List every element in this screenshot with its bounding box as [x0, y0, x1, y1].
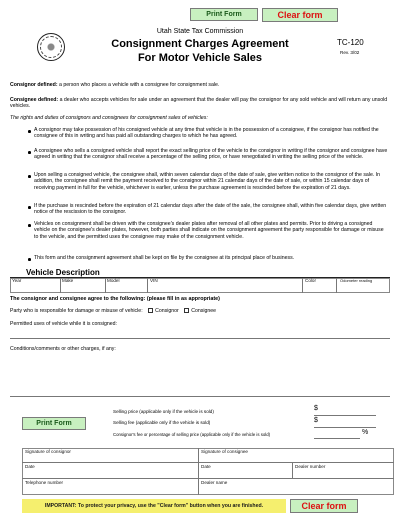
model-field[interactable]: Model — [107, 278, 120, 283]
cell-divider — [105, 278, 106, 293]
odometer-field[interactable]: Odometer reading — [340, 278, 373, 283]
consignee-date-field[interactable]: Date — [201, 464, 211, 469]
year-field[interactable]: Year — [12, 278, 22, 283]
grid-divider — [292, 462, 293, 478]
rule-bullet-1: A consignor may take possession of his consigned vehicle at any time that vehicle is in the possession of a consignee, if the consignor has notified the consignee of this in writing and has paid all outstanding charges to which he has agreed. — [34, 127, 379, 140]
rule-bullet-6: This form and the consignment agreement shall be kept on file by the consignee at its principal place of business. — [34, 255, 295, 261]
bullet-dot — [28, 206, 31, 209]
privacy-notice: IMPORTANT: To protect your privacy, use the "Clear form" button when you are finished. — [22, 499, 286, 513]
cell-divider — [336, 278, 337, 293]
rights-intro: The rights and duties of consignors and consignees for consignment sales of vehicles: — [10, 115, 208, 121]
permitted-uses-label: Permitted uses of vehicle while it is consigned: — [10, 321, 117, 327]
consignee-checkbox[interactable] — [184, 308, 189, 313]
rule-bullet-3: Upon selling a consigned vehicle, the consignee shall, within seven calendar days of the date of sale, give written notice to the consignor of the sale. In addition, the consignee shall remit the payment received to the consignor within 21 calendar days of the date of sale, or within 15 calendar days of receiving payment in full for the vehicle, whichever is earlier, unless the purchase agreement is rescinded before the expiration of 21 days. — [34, 172, 381, 191]
form-number: TC-120 — [337, 38, 364, 47]
selling-price-label: Selling price (applicable only if the vehicle is sold) — [113, 409, 214, 414]
bullet-dot — [28, 151, 31, 154]
rule-bullet-2: A consignee who sells a consigned vehicle shall report the exact selling price of the vehicle to the consignor in writing if the consignor and consignee have agreed in writing that the consignor shall receive a percentage of the selling price, or have renegotiated in writing the selling price of the vehicle. — [34, 148, 388, 161]
consignee-text: a dealer who accepts vehicles for sale under an agreement that the dealer will pay the consignor for any sold vehicle and will return any unsold vehicles. — [10, 97, 388, 110]
selling-fee-dollar: $ — [314, 417, 318, 424]
consignor-text: a person who places a vehicle with a consignee for consignment sale. — [59, 82, 220, 88]
color-field[interactable]: Color — [305, 278, 316, 283]
consignor-definition — [10, 82, 390, 88]
conditions-field[interactable] — [10, 396, 390, 397]
make-field[interactable]: Make — [62, 278, 74, 283]
selling-fee-field[interactable] — [314, 427, 376, 428]
consignee-term: Consignee defined: — [10, 97, 59, 103]
dealer-name-field[interactable]: Dealer name — [201, 480, 228, 485]
vehicle-section-title: Vehicle Description — [26, 268, 100, 277]
form-title-line1: Consignment Charges Agreement — [111, 38, 289, 50]
selling-price-dollar: $ — [314, 405, 318, 412]
consignee-option-label: Consignee — [191, 308, 217, 314]
cell-divider — [147, 278, 148, 293]
clear-form-button-bottom[interactable]: Clear form — [290, 499, 358, 513]
selling-price-field[interactable] — [314, 415, 376, 416]
permitted-uses-field[interactable] — [10, 338, 390, 339]
agreement-heading: The consignor and consignee agree to the following: (please fill in as appropriate) — [10, 296, 220, 302]
telephone-field[interactable]: Telephone number — [25, 480, 64, 485]
conditions-label: Conditions/comments or other charges, if any: — [10, 346, 116, 352]
consignee-signature-field[interactable]: Signature of consignee — [201, 449, 248, 454]
consignor-signature-field[interactable]: Signature of consignor — [25, 449, 71, 454]
consignor-date-field[interactable]: Date — [25, 464, 35, 469]
rule-bullet-4: If the purchase is rescinded before the expiration of 21 calendar days after the date of the sale, the consignee shall, within five calendar days, give written notice of the rescission to the consignor. — [34, 203, 387, 216]
bullet-dot — [28, 258, 31, 261]
revision-date: Rev. 3/02 — [340, 50, 360, 55]
consignor-fee-field[interactable] — [314, 438, 360, 439]
percent-symbol: % — [362, 429, 369, 436]
vin-field[interactable]: VIN — [150, 278, 158, 283]
cell-divider — [60, 278, 61, 293]
rule-bullet-5: Vehicles on consignment shall be driven with the consignee's dealer plates after removal of all other plates and permits. Prior to driving a consigned vehicle on the consignee's dealer plates, however, both parties shall indicate on the consignment agreement the party responsible for damage or misuse to the vehicle, and the permitted uses the consignee may make of the consignment vehicle. — [34, 221, 384, 240]
consignor-checkbox[interactable] — [148, 308, 153, 313]
dealer-number-field[interactable]: Dealer number — [295, 464, 326, 469]
grid-divider — [22, 478, 394, 479]
bullet-dot — [28, 130, 31, 133]
grid-divider — [198, 448, 199, 495]
agency-name: Utah State Tax Commission — [156, 28, 244, 35]
responsible-party-label: Party who is responsible for damage or misuse of vehicle: — [10, 308, 143, 314]
clear-form-button-top[interactable]: Clear form — [262, 8, 338, 22]
bullet-dot — [28, 175, 31, 178]
selling-fee-label: Selling fee (applicable only if the vehicle is sold) — [113, 420, 211, 425]
bullet-dot — [28, 224, 31, 227]
print-form-button-top[interactable]: Print Form — [190, 8, 258, 21]
consignee-definition — [10, 97, 390, 110]
consignor-option-label: Consignor — [155, 308, 179, 314]
form-title-line2: For Motor Vehicle Sales — [137, 52, 263, 64]
consignor-term: Consignor defined: — [10, 82, 58, 88]
signature-grid — [22, 448, 394, 495]
responsible-party-row — [10, 308, 216, 314]
grid-divider — [22, 462, 394, 463]
consignor-fee-label: Consignor's fee or percentage of selling price (applicable only if the vehicle is sold) — [113, 432, 271, 437]
print-form-button-bottom[interactable]: Print Form — [22, 417, 86, 430]
state-seal-icon — [37, 33, 65, 61]
cell-divider — [302, 278, 303, 293]
